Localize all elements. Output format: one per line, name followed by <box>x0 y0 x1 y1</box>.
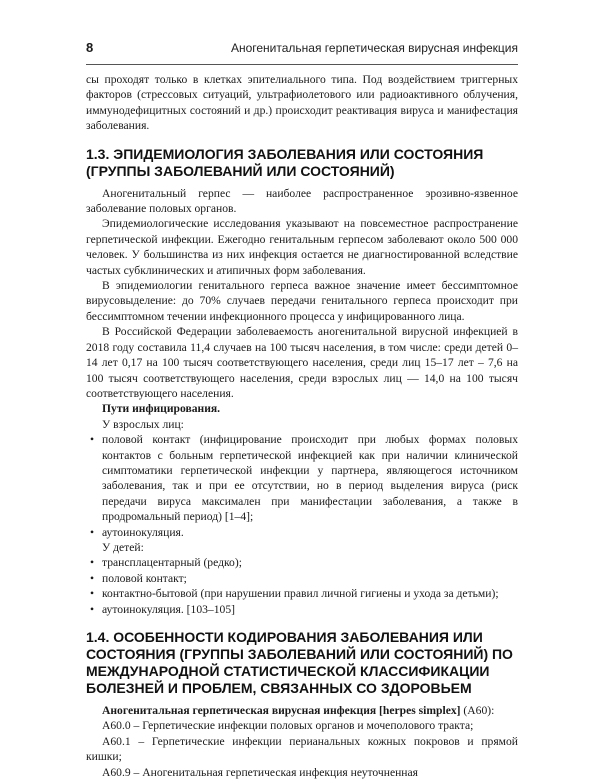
page-number: 8 <box>86 40 94 55</box>
code-title <box>86 703 518 718</box>
adults-label: У взрослых лиц: <box>102 417 184 431</box>
adults-list <box>86 432 518 540</box>
list-item: • контактно-бытовой (при нарушении правил личной гигиены и ухода за детьми); <box>86 586 518 601</box>
icd-code-line: А60.9 – Аногенитальная герпетическая инфекция неуточненная <box>102 765 418 779</box>
paragraph: В Российской Федерации заболеваемость аногенитальной вирусной инфекцией в 2018 году составила 11,4 случаев на 100 тысяч населения, в том числе: среди детей 0–14 лет 0,17 на 100 тысяч соответствующего населения, среди лиц 15–17 лет – 7,6 на 100 тысяч соответствующего населения, среди взрослых лиц — 14,0 на 100 тысяч соответствующего населения. <box>86 325 518 400</box>
routes-title: Пути инфицирования. <box>102 402 221 416</box>
section-1-3-heading: 1.3. ЭПИДЕМИОЛОГИЯ ЗАБОЛЕВАНИЯ ИЛИ СОСТОЯНИЯ (ГРУППЫ ЗАБОЛЕВАНИЙ ИЛИ СОСТОЯНИЙ) <box>86 145 484 179</box>
code-title-code: (А60): <box>460 704 495 717</box>
paragraph: Аногенитальный герпес — наиболее распространенное эрозивно-язвенное заболевание половых органов. <box>86 186 518 216</box>
header-rule <box>86 64 518 65</box>
paragraph: Эпидемиологические исследования указывают на повсеместное распространение герпетической инфекции. Ежегодно генитальным герпесом заболевают около 500 000 человек. У большинства из них инфекция остается не диагностированной вследствие частых субклинических и атипичных форм заболевания. <box>86 217 518 277</box>
list-item: • аутоинокуляция. <box>86 525 518 540</box>
code-title-bold: Аногенитальная герпетическая вирусная инфекция [herpes simplex] <box>102 704 461 717</box>
icd-code-line: А60.0 – Герпетические инфекции половых органов и мочеполового тракта; <box>102 719 474 733</box>
list-item: • трансплацентарный (редко); <box>86 555 518 570</box>
paragraph: В эпидемиологии генитального герпеса важное значение имеет бессимптомное вирусовыделение: до 70% случаев передачи генитального герпеса происходит при бессимптомном течении инфекционного процесса у инфицированного лица. <box>86 279 518 323</box>
intro-paragraph: сы проходят только в клетках эпителиального типа. Под воздействием триггерных факторов (стрессовых ситуаций, ультрафиолетового или радиоактивного облучения, иммунодефицитных состояний и др.) происходит реактивация вируса и манифестация заболевания. <box>86 73 518 133</box>
list-item: • аутоинокуляция. [103–105] <box>86 602 518 617</box>
section-1-4-heading: 1.4. ОСОБЕННОСТИ КОДИРОВАНИЯ ЗАБОЛЕВАНИЯ ИЛИ СОСТОЯНИЯ (ГРУППЫ ЗАБОЛЕВАНИЙ ИЛИ СОСТОЯНИЙ) ПО МЕЖДУНАРОДНОЙ СТАТИСТИЧЕСКОЙ КЛАССИФИКАЦИИ БОЛЕЗНЕЙ И ПРОБЛЕМ, СВЯЗАННЫХ СО ЗДОРОВЬЕМ <box>86 629 513 696</box>
children-list <box>86 555 518 617</box>
page-body <box>86 72 518 780</box>
icd-code-line: А60.1 – Герпетические инфекции перианальных кожных покровов и прямой кишки; <box>86 734 518 764</box>
running-title: Аногенитальная герпетическая вирусная инфекция <box>230 41 518 55</box>
list-item: • половой контакт (инфицирование происходит при любых формах половых контактов с больным герпетической инфекцией как при наличии клинической симптоматики герпетической инфекции у партнера, являющегося источником заболевания, так и при ее отсутствии, но в период выделения вируса (риск передачи вируса максимален при манифестации заболевания, а также в продромальный период) [1–4]; <box>86 432 518 524</box>
children-label: У детей: <box>102 540 144 554</box>
list-item: • половой контакт; <box>86 571 518 586</box>
page-header <box>86 40 518 62</box>
